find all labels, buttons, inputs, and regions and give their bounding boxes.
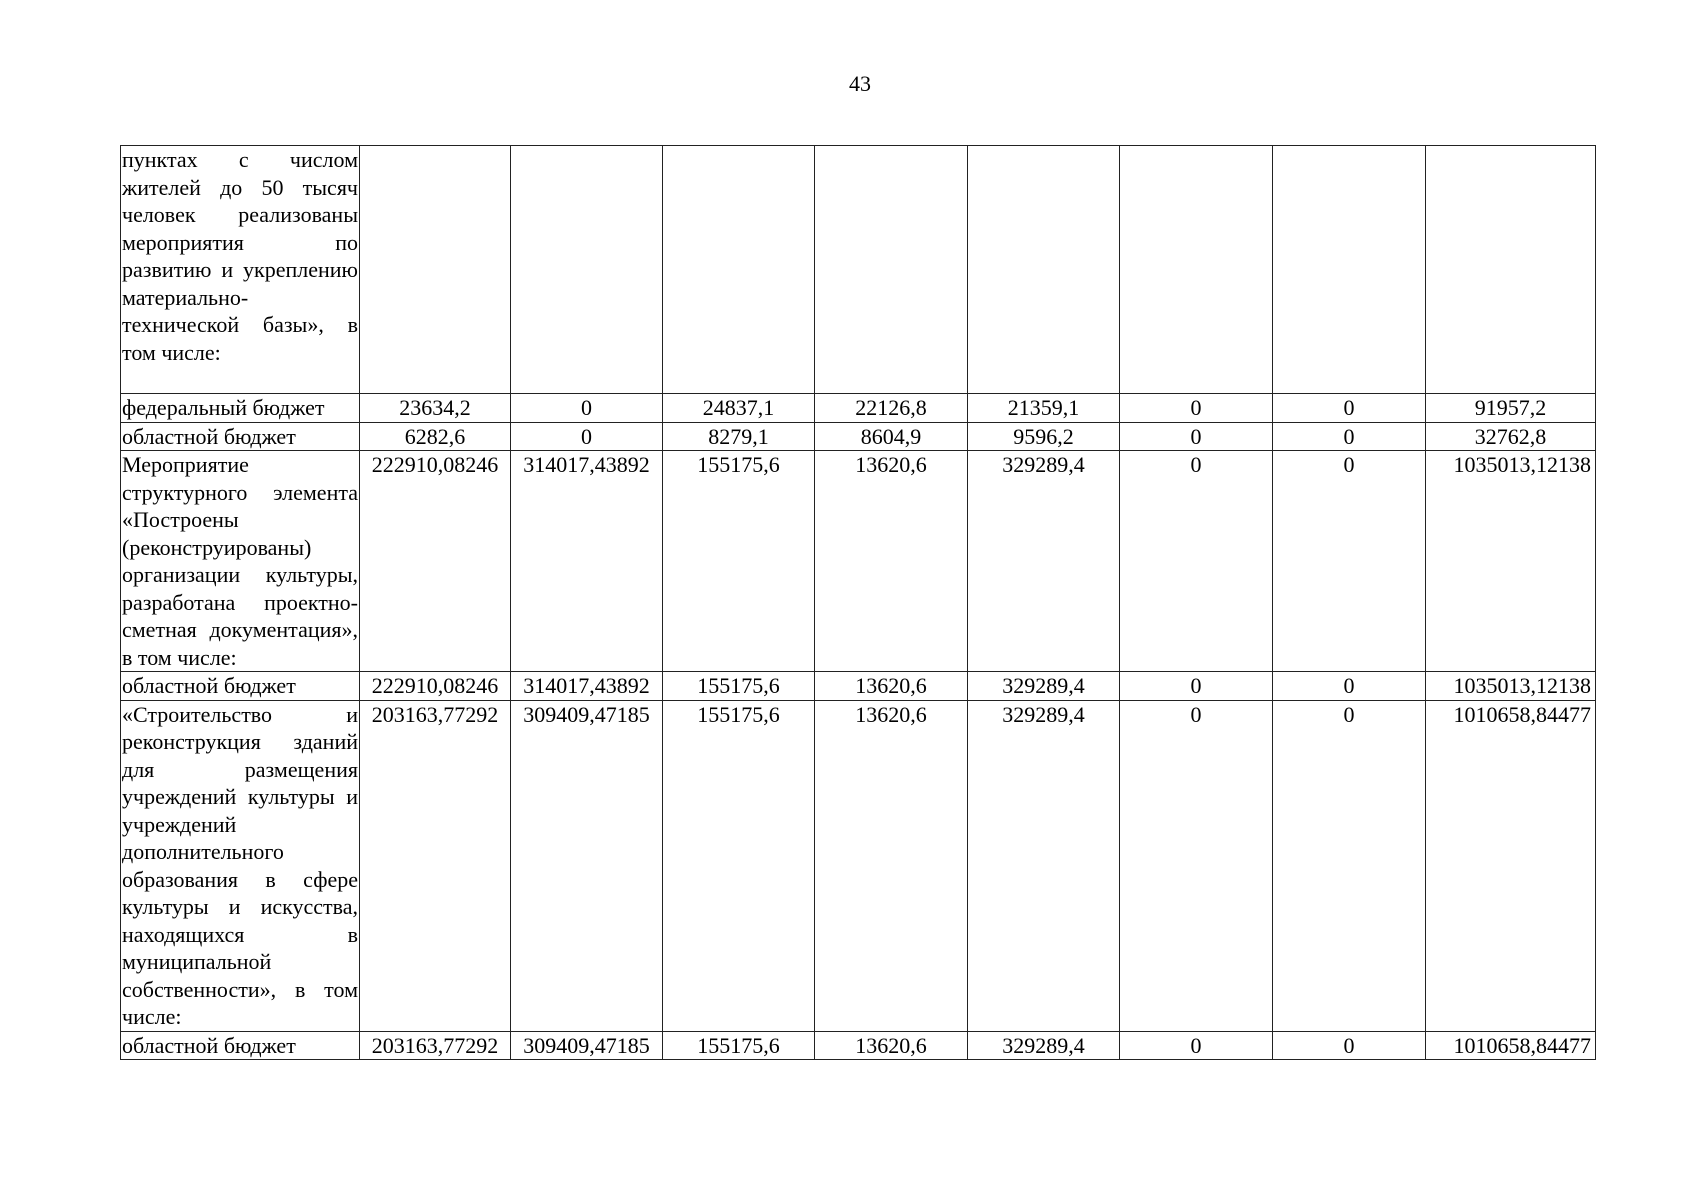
cell-value: 0	[1273, 451, 1426, 672]
cell-value: 0	[511, 394, 663, 423]
cell-value	[1120, 146, 1273, 394]
cell-value: 21359,1	[968, 394, 1120, 423]
table-row	[121, 146, 1596, 394]
cell-value: 203163,77292	[360, 1031, 511, 1060]
cell-total: 32762,8	[1426, 422, 1596, 451]
cell-value: 0	[1120, 1031, 1273, 1060]
cell-value: 13620,6	[815, 451, 968, 672]
cell-value: 13620,6	[815, 672, 968, 701]
row-label: областной бюджет	[121, 422, 360, 451]
page-number: 43	[849, 71, 871, 96]
cell-value: 0	[1273, 672, 1426, 701]
row-label: «Строительство и реконструкция зданий для размещения учреждений культуры и учреждений дополнительного образования в сфере культуры и искусства, находящихся в муниципальной собственности», в том числе:	[122, 701, 358, 1029]
table-row	[121, 1031, 1596, 1060]
cell-value: 0	[1120, 422, 1273, 451]
table-row	[121, 700, 1596, 1031]
row-label: пунктах с числом жителей до 50 тысяч человек реализованы мероприятия по развитию и укреплению материально-технической базы», в том числе:	[121, 146, 360, 394]
cell-value: 329289,4	[968, 1031, 1120, 1060]
cell-value: 222910,08246	[360, 451, 511, 672]
row-label: федеральный бюджет	[121, 394, 360, 423]
cell-value: 329289,4	[968, 451, 1120, 672]
cell-value: 155175,6	[663, 672, 815, 701]
cell-total: 1035013,12138	[1426, 672, 1596, 701]
cell-value: 8279,1	[663, 422, 815, 451]
cell-value: 329289,4	[968, 700, 1120, 1031]
cell-value	[815, 146, 968, 394]
cell-value: 155175,6	[663, 700, 815, 1031]
table-row	[121, 422, 1596, 451]
cell-value: 309409,47185	[511, 700, 663, 1031]
cell-total: 91957,2	[1426, 394, 1596, 423]
cell-value: 24837,1	[663, 394, 815, 423]
cell-total: 1035013,12138	[1426, 451, 1596, 672]
cell-value: 0	[1120, 451, 1273, 672]
cell-value: 13620,6	[815, 1031, 968, 1060]
cell-value: 309409,47185	[511, 1031, 663, 1060]
cell-value: 314017,43892	[511, 672, 663, 701]
cell-value: 329289,4	[968, 672, 1120, 701]
cell-value	[511, 146, 663, 394]
cell-value: 0	[1273, 394, 1426, 423]
cell-value: 155175,6	[663, 1031, 815, 1060]
cell-total	[1426, 146, 1596, 394]
cell-value: 23634,2	[360, 394, 511, 423]
cell-value	[663, 146, 815, 394]
cell-value: 22126,8	[815, 394, 968, 423]
cell-total: 1010658,84477	[1426, 700, 1596, 1031]
cell-value: 203163,77292	[360, 700, 511, 1031]
cell-value: 0	[1120, 394, 1273, 423]
cell-value: 314017,43892	[511, 451, 663, 672]
cell-value: 0	[1273, 700, 1426, 1031]
table-row	[121, 672, 1596, 701]
cell-value: 9596,2	[968, 422, 1120, 451]
cell-value: 13620,6	[815, 700, 968, 1031]
cell-value: 0	[1273, 422, 1426, 451]
cell-value: 8604,9	[815, 422, 968, 451]
cell-value: 0	[1120, 700, 1273, 1031]
cell-value: 155175,6	[663, 451, 815, 672]
cell-value	[360, 146, 511, 394]
cell-value	[1273, 146, 1426, 394]
row-label: Мероприятие структурного элемента «Построены (реконструированы) организации культуры, разработана проектно-сметная документация», в том числе:	[122, 452, 358, 670]
cell-value: 222910,08246	[360, 672, 511, 701]
row-label: областной бюджет	[121, 672, 360, 701]
cell-value	[968, 146, 1120, 394]
cell-total: 1010658,84477	[1426, 1031, 1596, 1060]
table-row	[121, 394, 1596, 423]
cell-value: 0	[511, 422, 663, 451]
cell-value: 0	[1273, 1031, 1426, 1060]
table-row	[121, 451, 1596, 672]
row-label: областной бюджет	[121, 1031, 360, 1060]
budget-table	[120, 145, 1596, 1060]
cell-value: 6282,6	[360, 422, 511, 451]
cell-value: 0	[1120, 672, 1273, 701]
